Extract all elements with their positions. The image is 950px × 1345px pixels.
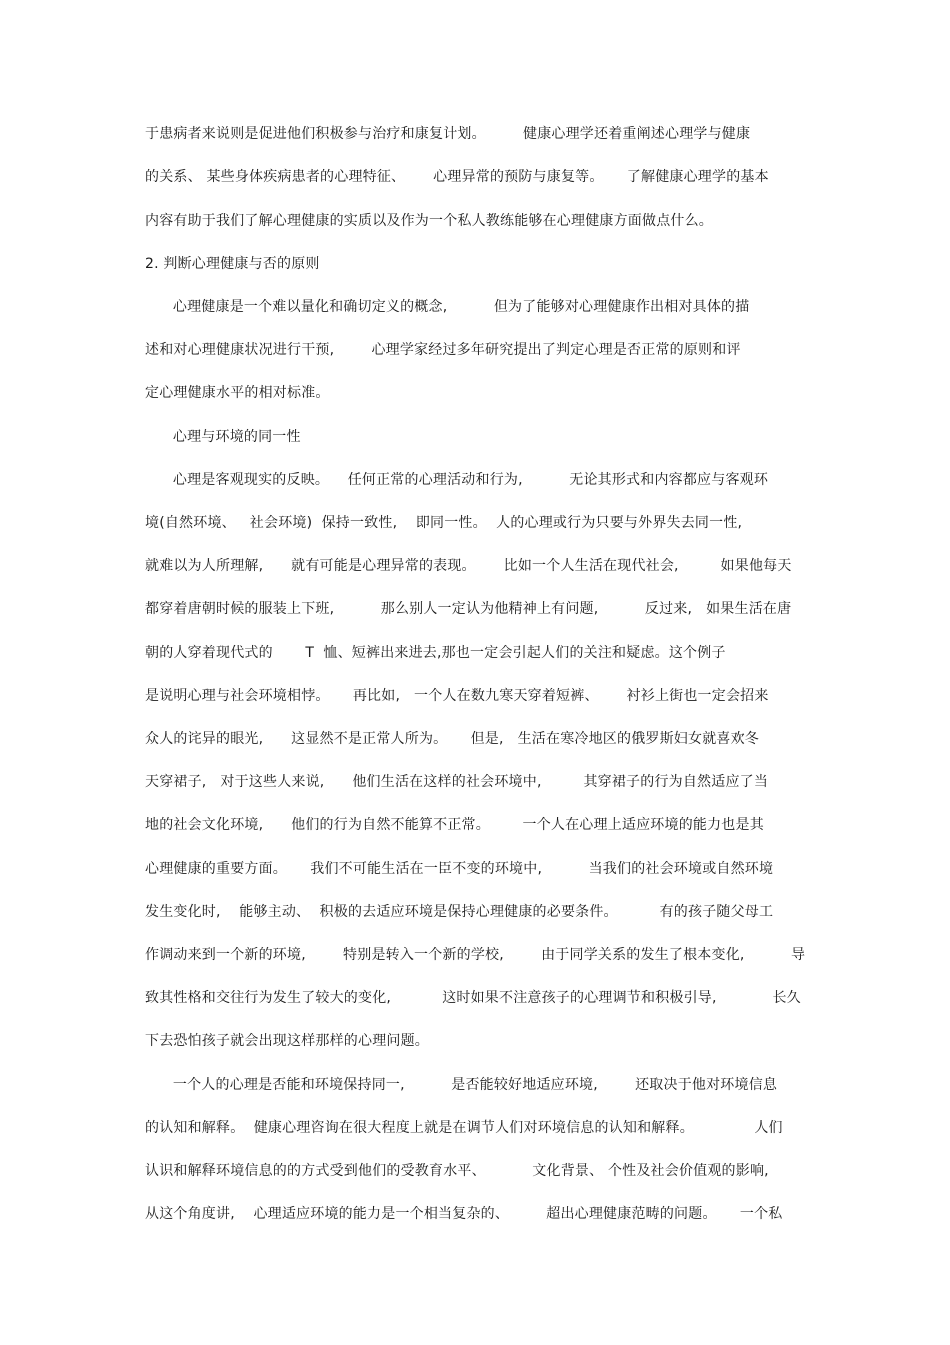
text-line: 心理是客观现实的反映。 任何正常的心理活动和行为, 无论其形式和内容都应与客观环 <box>145 472 769 488</box>
text-line: 境(自然环境、 社会环境) 保持一致性, 即同一性。 人的心理或行为只要与外界失去同一性, <box>145 515 743 531</box>
text-line: 都穿着唐朝时候的服装上下班, 那么别人一定认为他精神上有问题, 反过来, 如果生活在唐 <box>145 601 792 617</box>
section-heading: 2. 判断心理健康与否的原则 <box>145 256 320 272</box>
text-line: 下去恐怕孩子就会出现这样那样的心理问题。 <box>145 1033 429 1049</box>
text-line: 述和对心理健康状况进行干预, 心理学家经过多年研究提出了判定心理是否正常的原则和评 <box>145 342 741 358</box>
text-line: 心理健康的重要方面。 我们不可能生活在一臣不变的环境中, 当我们的社会环境或自然环境 <box>145 861 774 877</box>
text-line: 致其性格和交往行为发生了较大的变化, 这时如果不注意孩子的心理调节和积极引导, 长久 <box>145 990 801 1006</box>
text-line: 定心理健康水平的相对标准。 <box>145 385 330 401</box>
text-line: 众人的诧异的眼光, 这显然不是正常人所为。 但是, 生活在寒冷地区的俄罗斯妇女就喜欢冬 <box>145 731 760 747</box>
text-line: 心理健康是一个难以量化和确切定义的概念, 但为了能够对心理健康作出相对具体的描 <box>145 299 750 315</box>
text-line: 就难以为人所理解, 就有可能是心理异常的表现。 比如一个人生活在现代社会, 如果他每天 <box>145 558 792 574</box>
text-line: 内容有助于我们了解心理健康的实质以及作为一个私人教练能够在心理健康方面做点什么。 <box>145 213 713 229</box>
text-line: 地的社会文化环境, 他们的行为自然不能算不正常。 一个人在心理上适应环境的能力也是其 <box>145 817 764 833</box>
text-line: 一个人的心理是否能和环境保持同一, 是否能较好地适应环境, 还取决于他对环境信息 <box>145 1077 778 1093</box>
text-line: 是说明心理与社会环境相悖。 再比如, 一个人在数九寒天穿着短裤、 衬衫上街也一定会招来 <box>145 688 769 704</box>
subsection-heading: 心理与环境的同一性 <box>145 429 301 445</box>
text-line: 天穿裙子, 对于这些人来说, 他们生活在这样的社会环境中, 其穿裙子的行为自然适应了当 <box>145 774 769 790</box>
text-line: 的认知和解释。 健康心理咨询在很大程度上就是在调节人们对环境信息的认知和解释。 人们 <box>145 1120 783 1136</box>
text-line: 朝的人穿着现代式的 T 恤、短裤出来进去,那也一定会引起人们的关注和疑虑。这个例子 <box>145 645 726 661</box>
text-line: 认识和解释环境信息的的方式受到他们的受教育水平、 文化背景、 个性及社会价值观的影响, <box>145 1163 769 1179</box>
text-line: 于患病者来说则是促进他们积极参与治疗和康复计划。 健康心理学还着重阐述心理学与健康 <box>145 126 751 142</box>
text-line: 从这个角度讲, 心理适应环境的能力是一个相当复杂的、 超出心理健康范畴的问题。 一个私 <box>145 1206 783 1222</box>
text-line: 作调动来到一个新的环境, 特别是转入一个新的学校, 由于同学关系的发生了根本变化, 导 <box>145 947 806 963</box>
text-line: 发生变化时, 能够主动、 积极的去适应环境是保持心理健康的必要条件。 有的孩子随父母工 <box>145 904 774 920</box>
text-line: 的关系、 某些身体疾病患者的心理特征、 心理异常的预防与康复等。 了解健康心理学的基本 <box>145 169 769 185</box>
